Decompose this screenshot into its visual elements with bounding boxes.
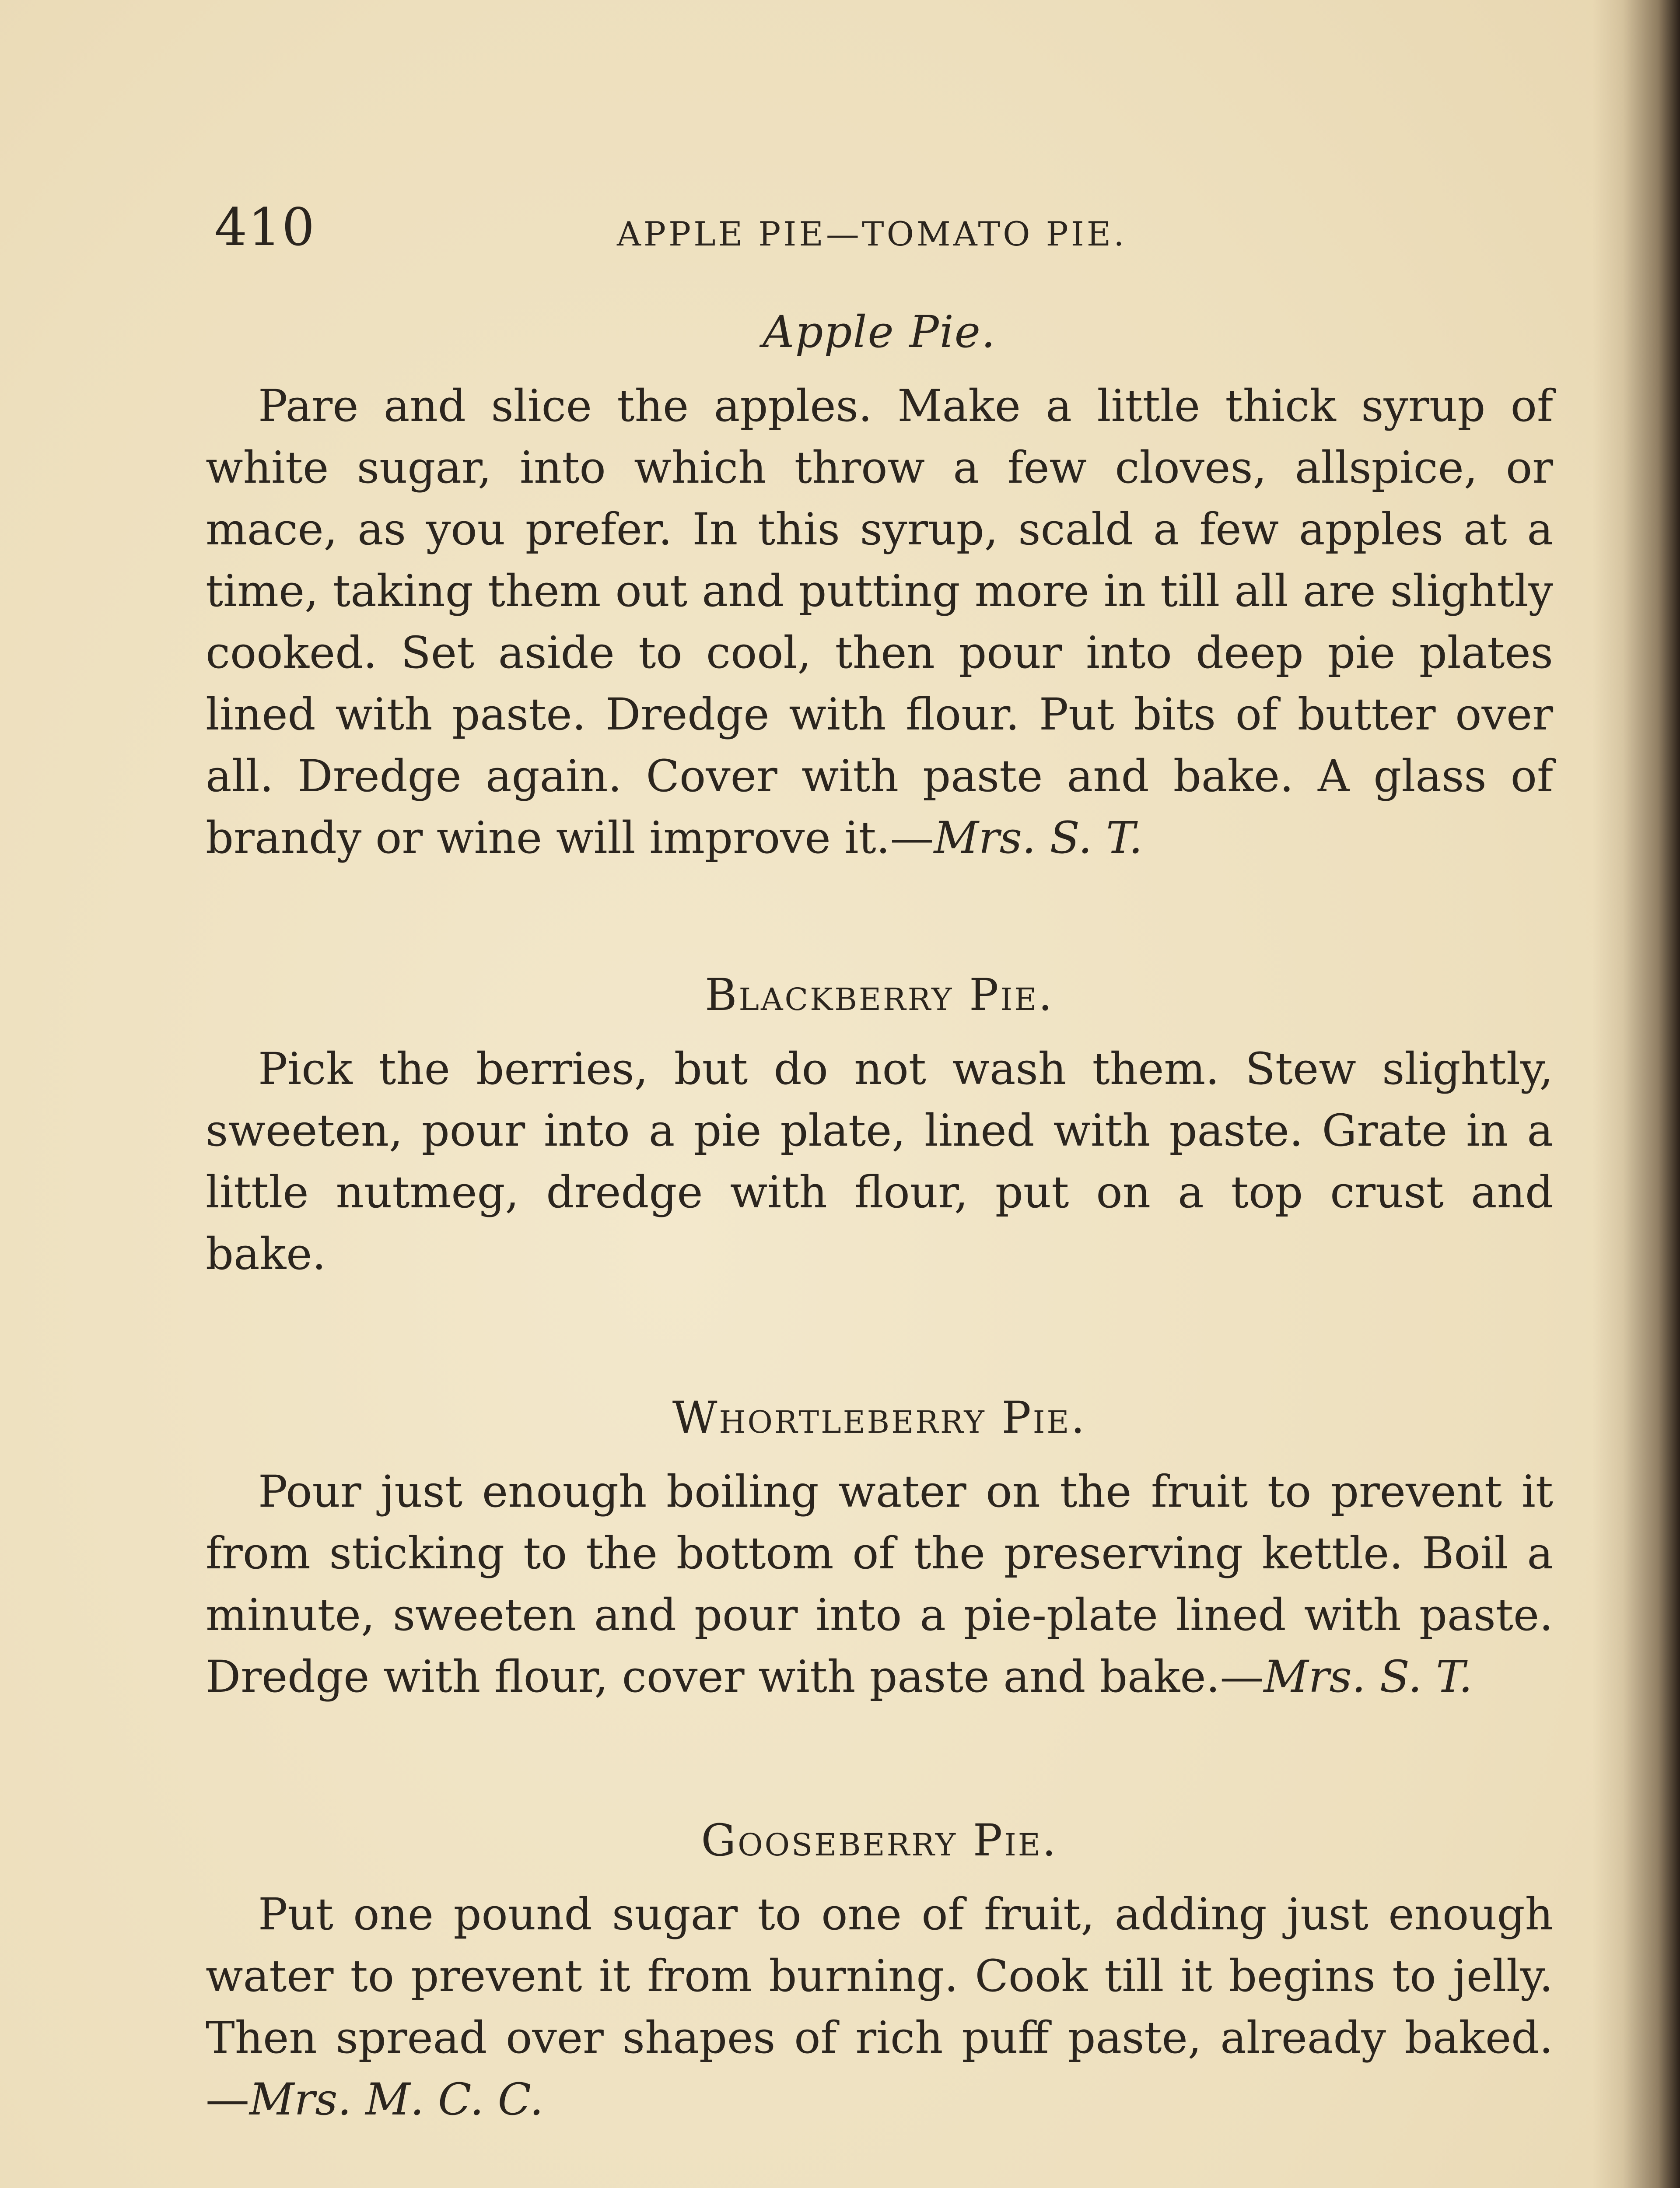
recipe-title: Whortleberry Pie. [672,1392,1087,1443]
recipe-title: Blackberry Pie. [705,969,1054,1020]
running-title: APPLE PIE—TOMATO PIE. [617,214,1127,253]
recipe-gooseberry-pie [206,1815,1553,2130]
recipe-body [206,1038,1553,1285]
page-content [206,306,1553,2188]
recipe-body [206,375,1553,869]
recipe-attribution: Mrs. S. T. [1264,1651,1473,1702]
recipe-whortleberry-pie [206,1392,1553,1708]
recipe-text: Pare and slice the apples. Make a little thick syrup of white sugar, into which throw a few cloves, allspice, or mace, as you prefer. In this syrup, scald a few apples at a time, taking them out and putting more in till all are slightly cooked. Set aside to cool, then pour into deep pie plates lined with paste. Dredge with flour. Put bits of butter over all. Dredge again. Cover with paste and bake. A glass of brandy or wine will improve it.— [206,380,1553,863]
recipe-text: Pick the berries, but do not wash them. Stew slightly, sweeten, pour into a pie plate, lined with paste. Grate in a little nutmeg, dredge with flour, put on a top crust and bake. [206,1043,1553,1280]
binding-shadow [1592,0,1680,2188]
recipe-title: Gooseberry Pie. [701,1815,1058,1866]
running-head [214,188,1571,267]
recipe-blackberry-pie [206,969,1553,1285]
recipe-text: Put one pound sugar to one of fruit, adding just enough water to prevent it from burning. Cook till it begins to jelly. Then spread over shapes of rich puff paste, already baked.— [206,1889,1553,2125]
recipe-attribution: Mrs. M. C. C. [249,2074,544,2125]
page-number: 410 [214,197,316,257]
recipe-attribution: Mrs. S. T. [934,812,1143,863]
recipe-text: Pour just enough boiling water on the fruit to prevent it from sticking to the bottom of the preserving kettle. Boil a minute, sweeten and pour into a pie-plate lined with paste. Dredge with flour, cover with paste and bake.— [206,1466,1553,1702]
recipe-body [206,1461,1553,1708]
recipe-apple-pie [206,306,1553,869]
recipe-title: Apple Pie. [763,306,996,358]
recipe-body [206,1883,1553,2130]
